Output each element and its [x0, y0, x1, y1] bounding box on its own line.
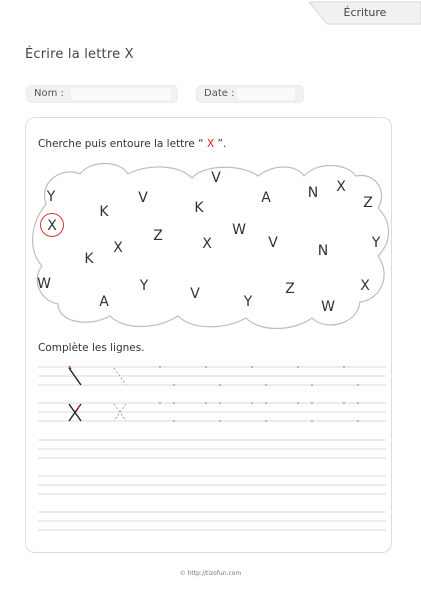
instruction-suffix: ”.	[217, 138, 227, 150]
date-field	[197, 86, 303, 102]
model-stroke-row2	[69, 404, 126, 421]
exercise1-instruction	[38, 138, 226, 150]
cloud-letter circled[interactable]: X	[47, 218, 57, 234]
cloud-letter[interactable]: Y	[243, 294, 253, 310]
cloud-letter[interactable]: V	[211, 170, 221, 186]
cloud-letter[interactable]: Y	[139, 278, 149, 294]
target-letter: X	[206, 138, 215, 150]
cloud-letter[interactable]: X	[113, 240, 123, 256]
tab-label: Écriture	[343, 6, 387, 19]
page-title: Écrire la lettre X	[25, 47, 134, 62]
cloud-letter[interactable]: W	[321, 299, 335, 315]
cloud-letter[interactable]: X	[202, 236, 212, 252]
footer-credit: © http://tizofun.com	[179, 570, 242, 577]
date-label: Date :	[204, 88, 235, 99]
cloud-letter[interactable]: N	[307, 185, 319, 201]
cloud-letter[interactable]: N	[317, 243, 329, 259]
writing-lines	[38, 360, 388, 535]
cloud-letter[interactable]: Y	[46, 189, 56, 205]
cloud-letter[interactable]: A	[261, 190, 271, 206]
name-label: Nom :	[34, 88, 64, 99]
date-input-area[interactable]	[237, 88, 295, 100]
name-input-area[interactable]	[71, 88, 171, 100]
exercise2-instruction: Complète les lignes.	[38, 342, 145, 354]
cloud-letter[interactable]: W	[37, 276, 51, 292]
cloud-letter[interactable]: Z	[363, 195, 373, 211]
cloud-letter[interactable]: V	[138, 190, 148, 206]
cloud-letter[interactable]: K	[84, 251, 94, 267]
cloud-letter[interactable]: V	[190, 286, 200, 302]
cloud-letter[interactable]: A	[99, 294, 109, 310]
instruction-prefix: Cherche puis entoure la lettre “	[38, 138, 204, 150]
cloud-letter[interactable]: V	[268, 235, 278, 251]
cloud-letter[interactable]: K	[194, 200, 204, 216]
name-field	[27, 86, 177, 102]
cloud-letter[interactable]: X	[360, 278, 370, 294]
cloud-letter[interactable]: X	[336, 179, 346, 195]
cloud-letter[interactable]: W	[232, 222, 246, 238]
cloud-letter[interactable]: Z	[153, 228, 163, 244]
cloud-letter[interactable]: K	[99, 204, 109, 220]
cloud-letter[interactable]: Z	[285, 281, 295, 297]
category-tab	[309, 0, 421, 26]
cloud-letter[interactable]: Y	[371, 235, 381, 251]
model-stroke-row1	[69, 366, 126, 385]
